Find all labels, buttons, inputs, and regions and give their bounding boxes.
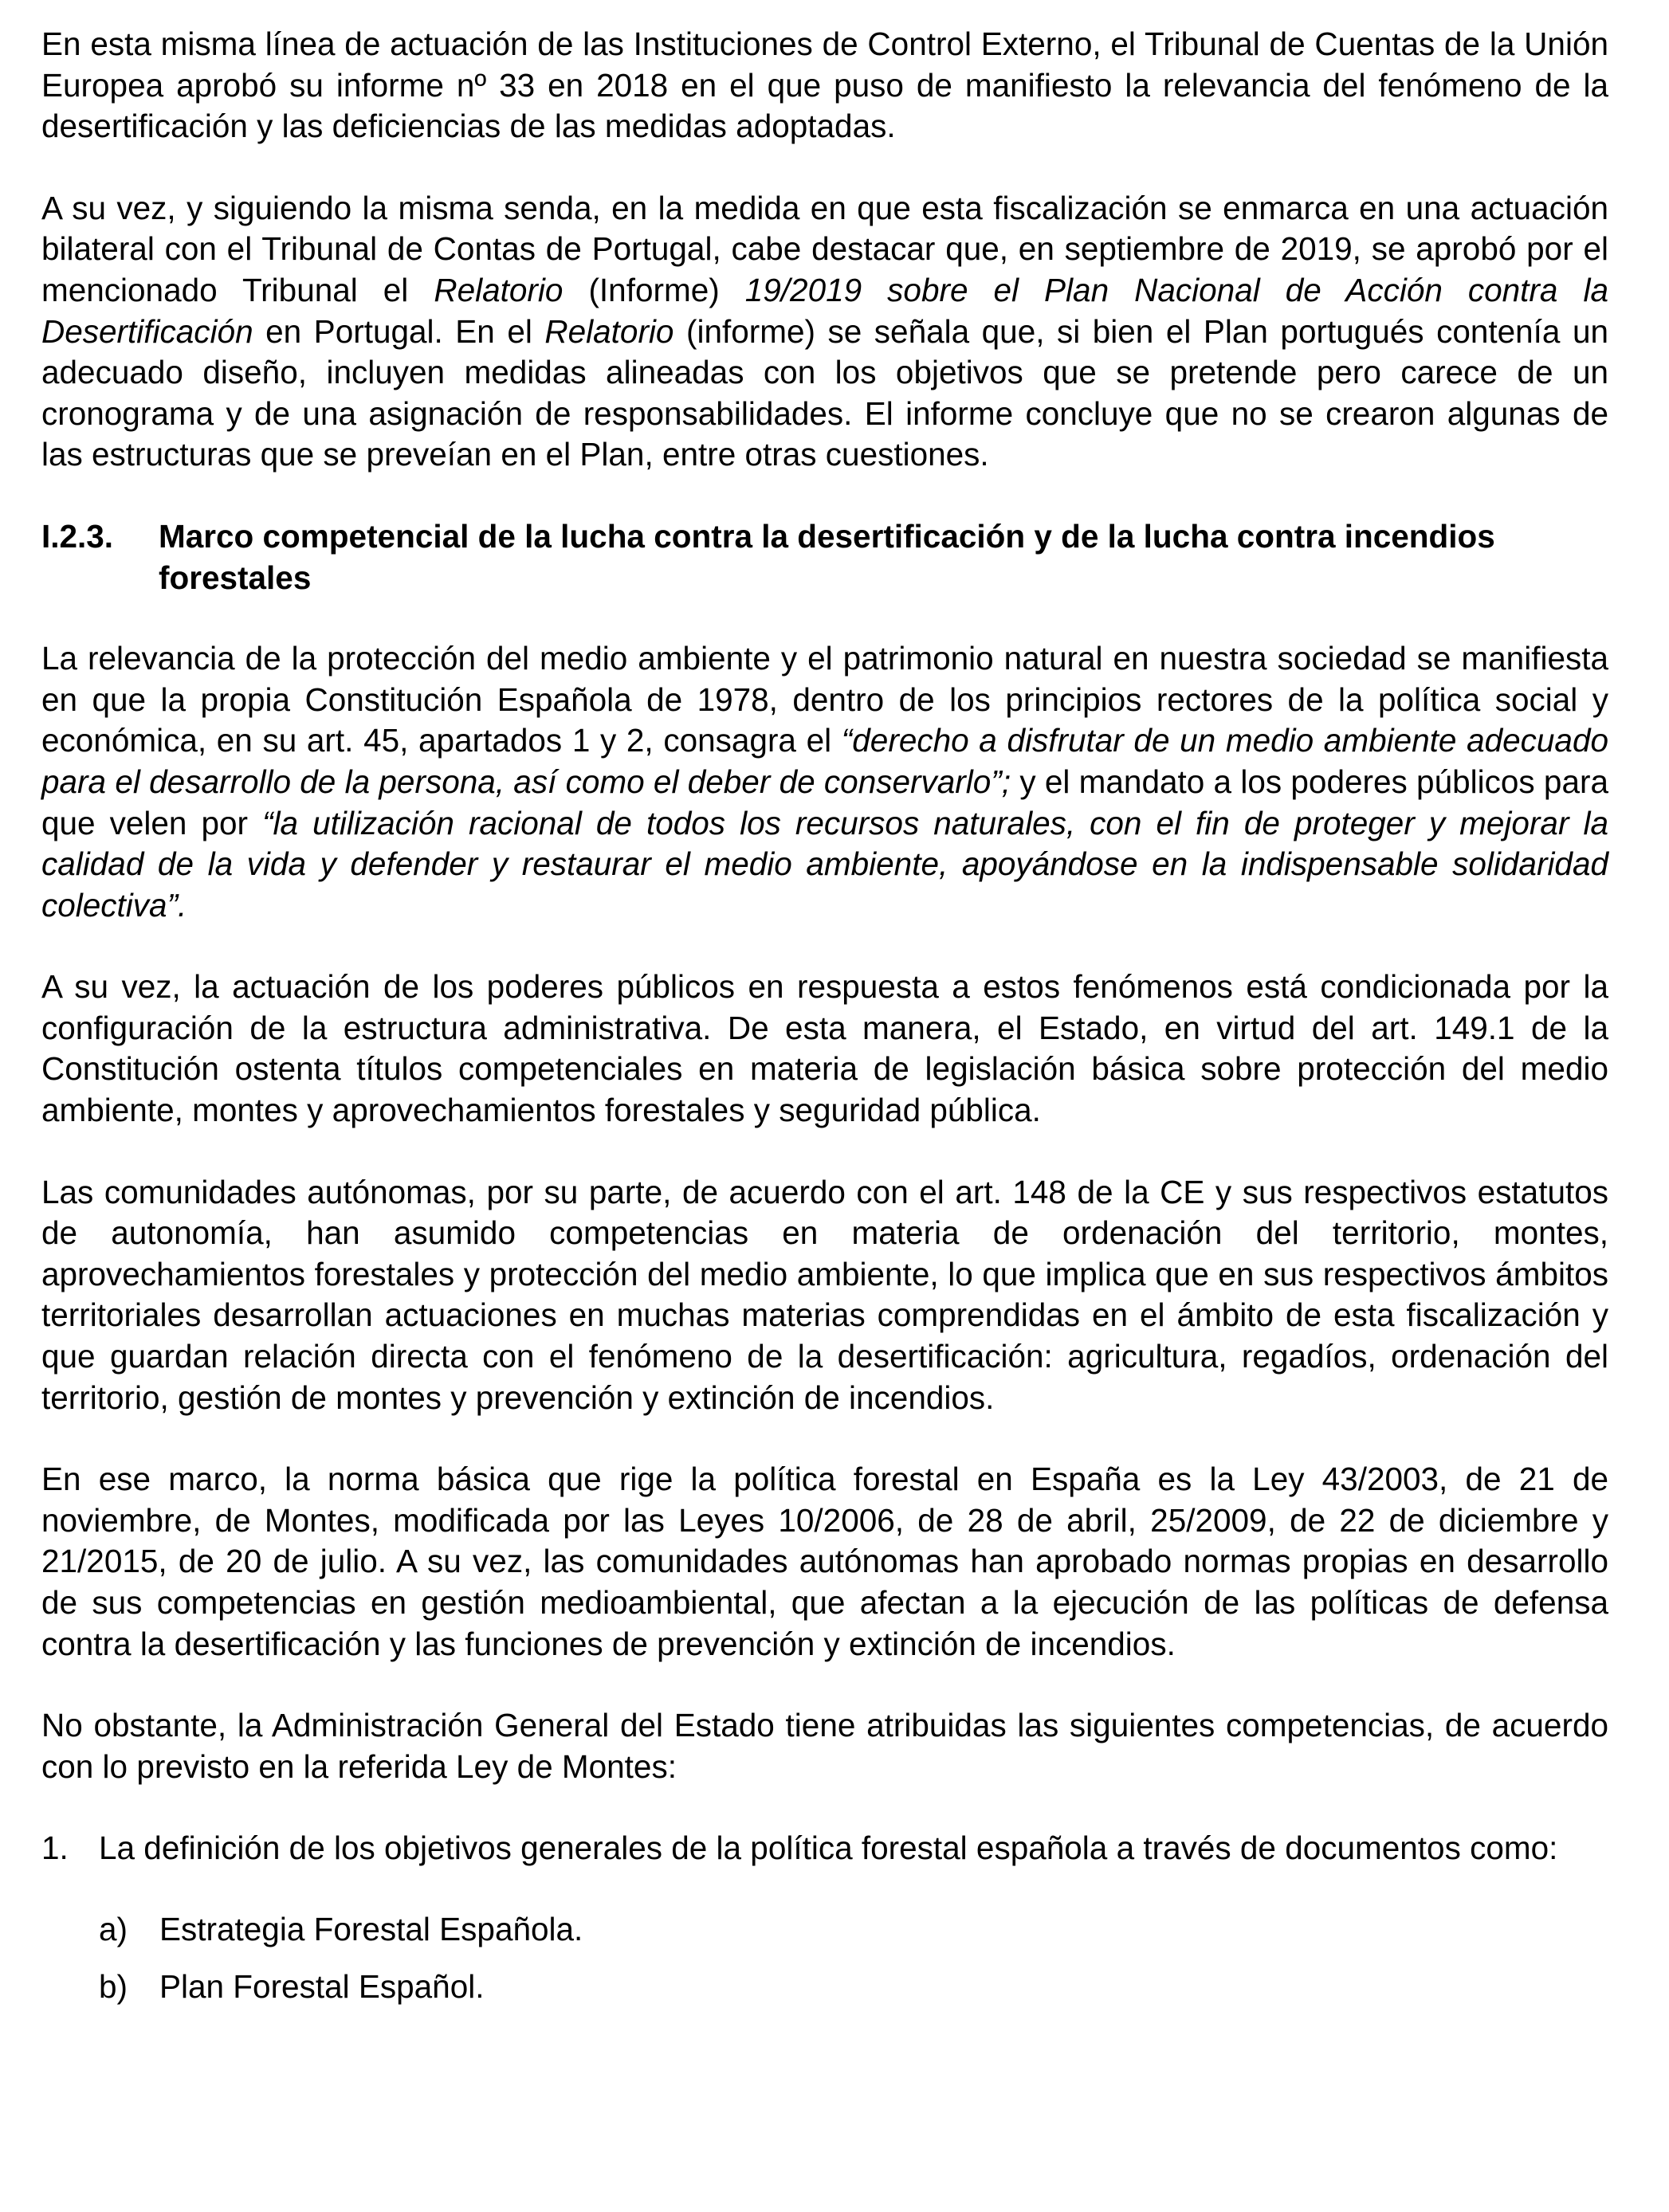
sub-list-item [99,1967,1608,2008]
list-text: La definición de los objetivos generales de la política forestal española a través de documentos como: [99,1830,1558,1867]
sub-list-letter: b) [99,1967,128,2005]
paragraph-tribunal-portugal [41,188,1608,476]
text-span: en Portugal. En el [253,312,545,350]
italic-span: Relatorio [434,271,564,308]
sub-list [99,1909,1608,2007]
italic-span: 19/2019 sobre el Plan Nacional de Acción contra la Desertificación [41,271,1608,350]
paragraph-competencias: No obstante, la Administración General del Estado tiene atribuidas las siguientes competencias, de acuerdo con lo previsto en la referida Ley de Montes: [41,1707,1608,1785]
italic-quote: “derecho a disfrutar de un medio ambiente adecuado para el desarrollo de la persona, así como el deber de conservarlo”; [41,722,1608,800]
section-heading [41,516,1608,598]
text-span: y el mandato a los poderes públicos para que velen por [41,763,1608,841]
italic-span: Relatorio [544,312,674,350]
paragraph-constitucion [41,638,1608,926]
text-span: La relevancia de la protección del medio ambiente y el patrimonio natural en nuestra sociedad se manifiesta en que la propia Constitución Española de 1978, dentro de los principios rectores de la política social y económica, en su art. 45, apartados 1 y 2, consagra el [41,640,1608,759]
list-item [41,1828,1608,1869]
sub-list-text: Estrategia Forestal Española. [159,1910,583,1947]
text-span: (Informe) [563,271,745,308]
sub-list-text: Plan Forestal Español. [159,1967,485,2005]
section-number: I.2.3. [41,517,114,555]
sub-list-item [99,1909,1608,1951]
section-title: Marco competencial de la lucha contra la desertificación y de la lucha contra incendios forestales [159,517,1495,596]
list-number: 1. [41,1830,69,1867]
paragraph-ley-montes: En ese marco, la norma básica que rige la política forestal en España es la Ley 43/2003, de 21 de noviembre, de Montes, modificada por las Leyes 10/2006, de 28 de abril, 25/2009, de 22 de diciembre y 21/2015, de 20 de julio. A su vez, las comunidades autónomas han aprobado normas propias en desarrollo de sus competencias en gestión medioambiental, que afectan a la ejecución de las políticas de defensa contra la desertificación y las funciones de prevención y extinción de incendios. [41,1461,1608,1662]
document-page [41,24,1608,2023]
paragraph-estado: A su vez, la actuación de los poderes públicos en respuesta a estos fenómenos está condicionada por la configuración de la estructura administrativa. De esta manera, el Estado, en virtud del art. 149.1 de la Constitución ostenta títulos competenciales en materia de legislación básica sobre protección del medio ambiente, montes y aprovechamientos forestales y seguridad pública. [41,968,1608,1129]
paragraph-tribunal-ue: En esta misma línea de actuación de las Instituciones de Control Externo, el Tribunal de Cuentas de la Unión Europea aprobó su informe nº 33 en 2018 en el que puso de manifiesto la relevancia del fenómeno de la desertificación y las deficiencias de las medidas adoptadas. [41,25,1608,145]
paragraph-comunidades: Las comunidades autónomas, por su parte, de acuerdo con el art. 148 de la CE y sus respectivos estatutos de autonomía, han asumido competencias en materia de ordenación del territorio, montes, aprovechamientos forestales y protección del medio ambiente, lo que implica que en sus respectivos ámbitos territoriales desarrollan actuaciones en muchas materias comprendidas en el ámbito de esta fiscalización y que guardan relación directa con el fenómeno de la desertificación: agricultura, regadíos, ordenación del territorio, gestión de montes y prevención y extinción de incendios. [41,1173,1608,1416]
text-span: A su vez, y siguiendo la misma senda, en la medida en que esta fiscalización se enmarca en una actuación bilateral con el Tribunal de Contas de Portugal, cabe destacar que, en septiembre de 2019, se aprobó por el mencionado Tribunal el [41,189,1608,308]
sub-list-letter: a) [99,1910,128,1947]
italic-quote: “la utilización racional de todos los recursos naturales, con el fin de proteger y mejorar la calidad de la vida y defender y restaurar el medio ambiente, apoyándose en la indispensable solidaridad colectiva”. [41,804,1608,924]
text-span: (informe) se señala que, si bien el Plan portugués contenía un adecuado diseño, incluyen medidas alineadas con los objetivos que se pretende pero carece de un cronograma y de una asignación de responsabilidades. El informe concluye que no se crearon algunas de las estructuras que se preveían en el Plan, entre otras cuestiones. [41,312,1608,473]
